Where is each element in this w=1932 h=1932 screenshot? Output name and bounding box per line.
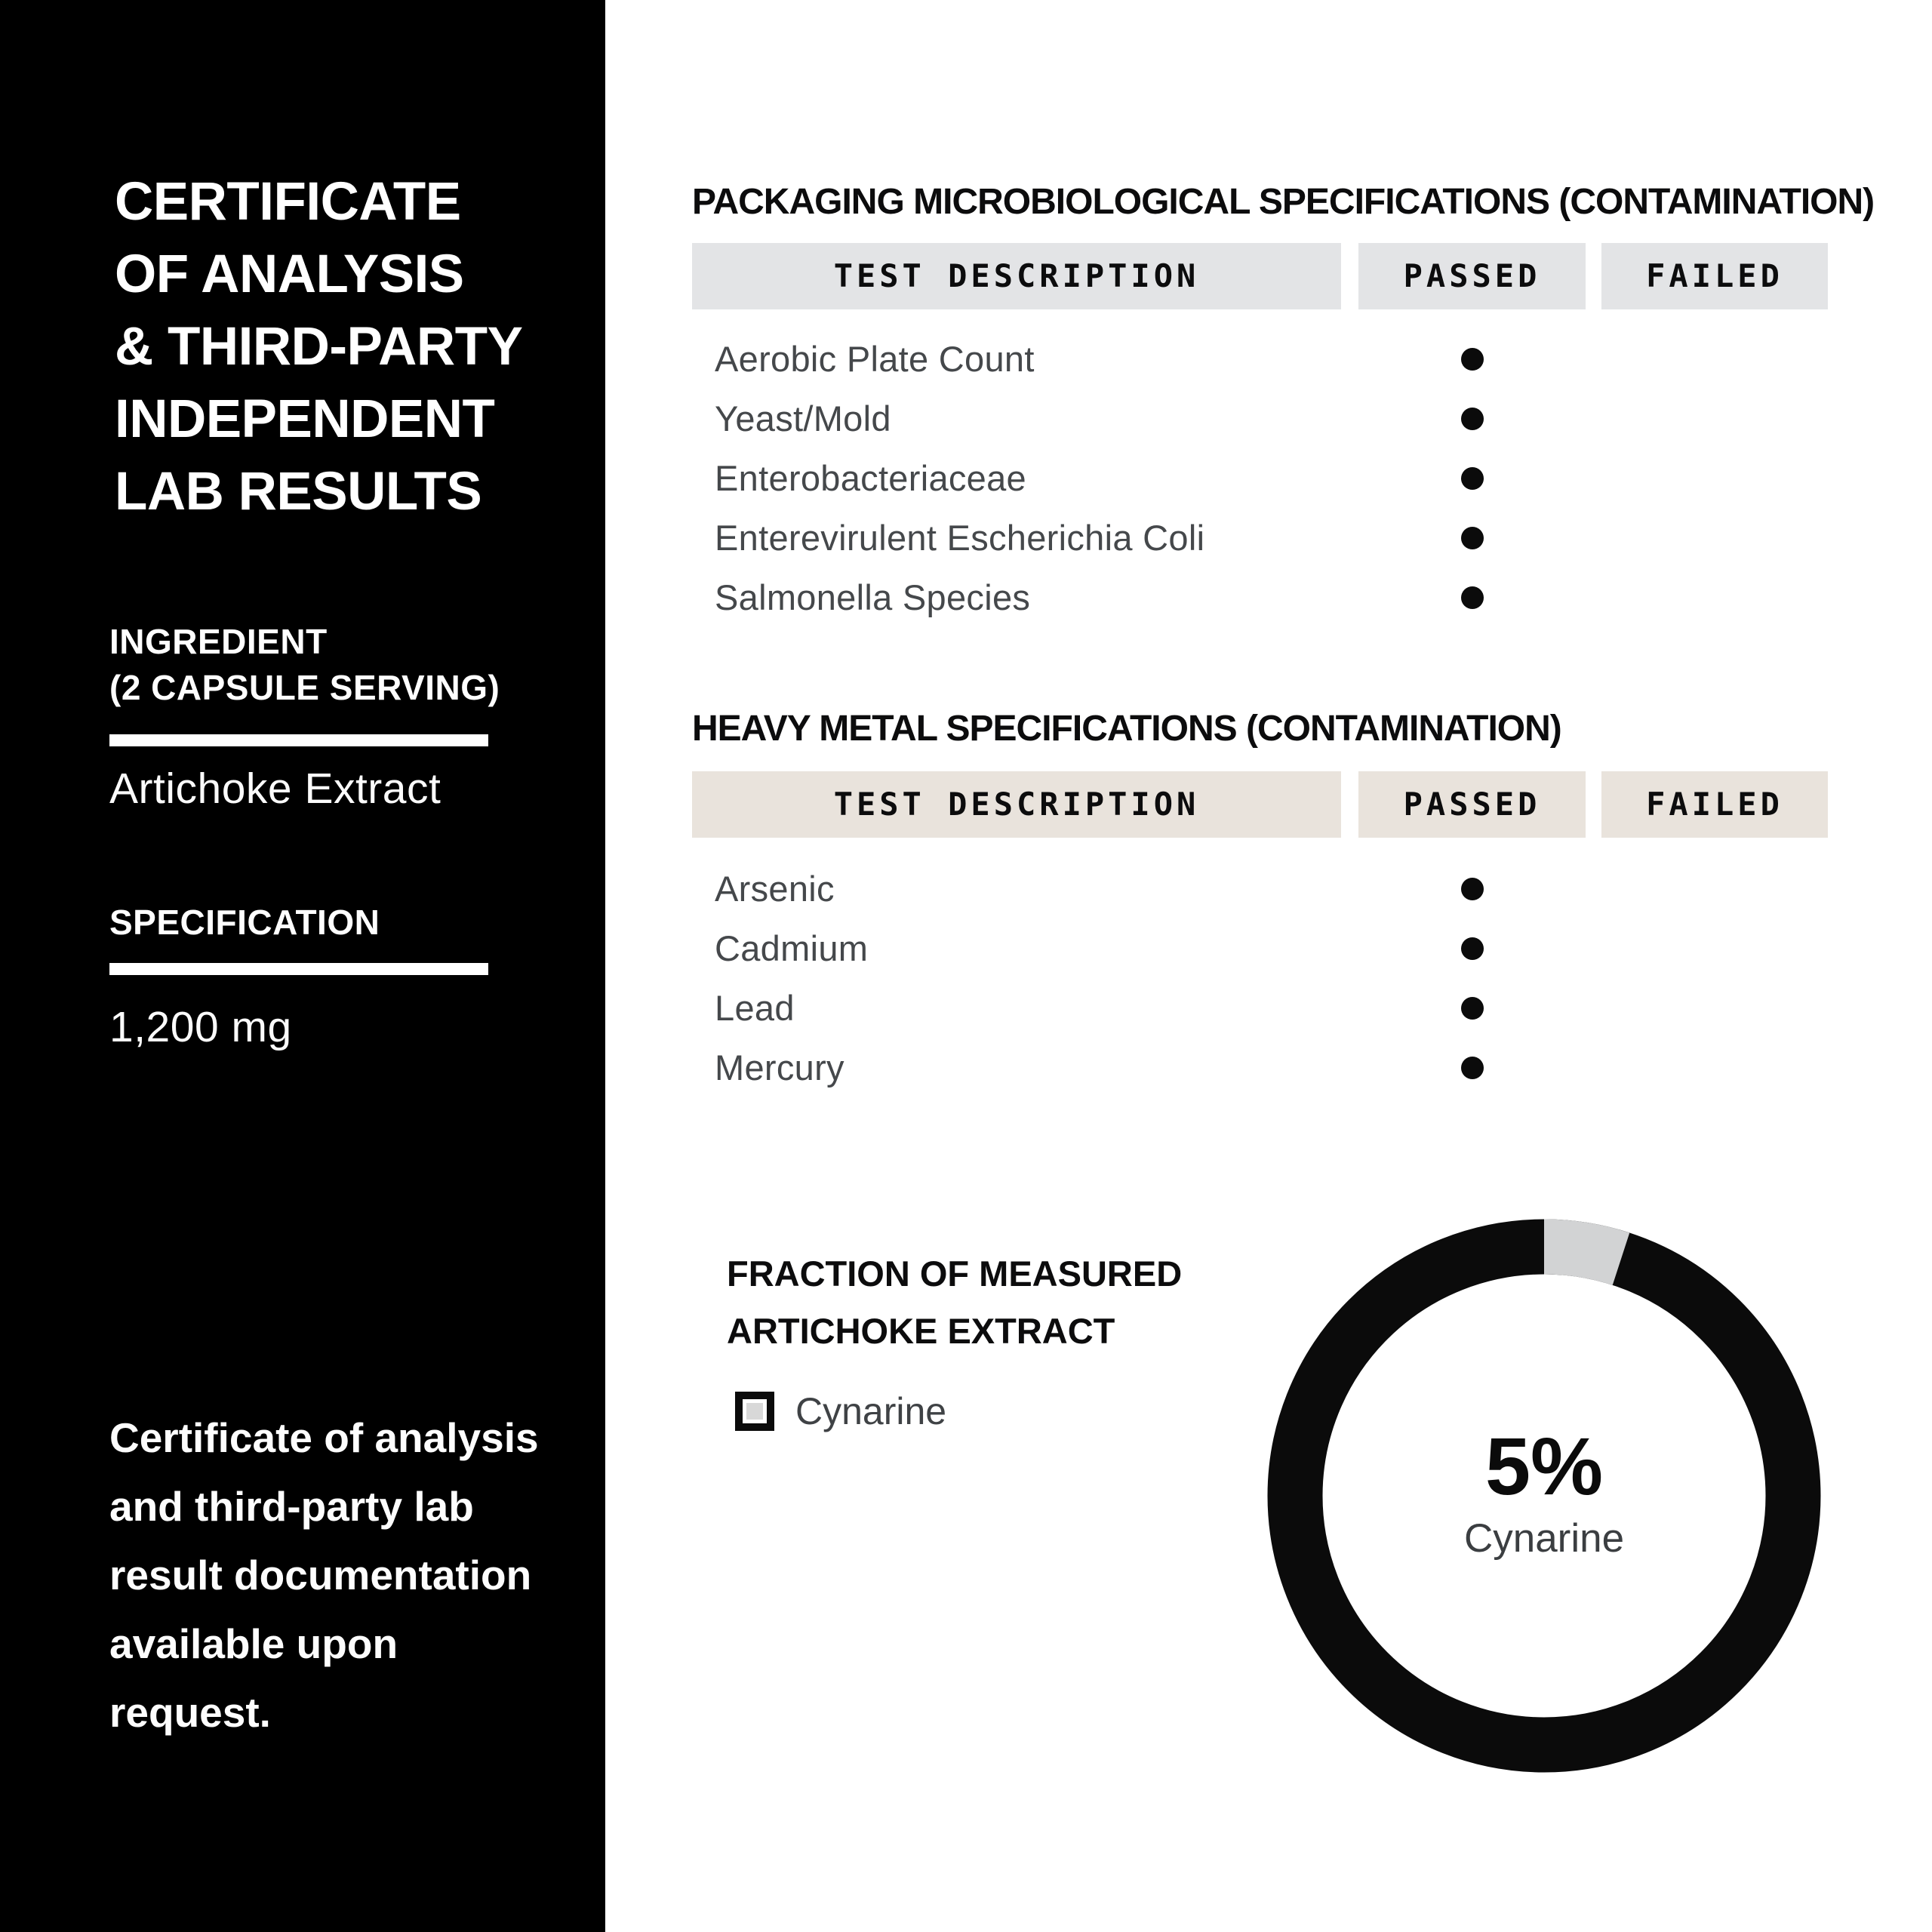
table-row bbox=[692, 918, 1828, 978]
divider bbox=[109, 734, 488, 746]
column-header-failed: FAILED bbox=[1601, 771, 1828, 838]
sidebar bbox=[0, 0, 605, 1932]
column-header-passed: PASSED bbox=[1358, 771, 1586, 838]
donut-center-value: 5% bbox=[1484, 1420, 1604, 1512]
availability-note: Certificate of analysis and third-party lab result documentation available upon request. bbox=[109, 1414, 539, 1736]
passed-dot bbox=[1461, 937, 1484, 960]
passed-dot bbox=[1461, 997, 1484, 1020]
specification-value: 1,200 mg bbox=[109, 1003, 292, 1051]
page-title-line: OF ANALYSIS bbox=[115, 245, 464, 304]
specification-label: SPECIFICATION bbox=[109, 903, 380, 942]
column-header-failed: FAILED bbox=[1601, 243, 1828, 309]
table-row bbox=[692, 1038, 1828, 1097]
passed-dot bbox=[1461, 586, 1484, 609]
section-title-microbiological: PACKAGING MICROBIOLOGICAL SPECIFICATIONS (CONTAMINATION) bbox=[692, 182, 1875, 222]
passed-dot bbox=[1461, 527, 1484, 549]
legend-swatch-cynarine bbox=[735, 1392, 774, 1431]
table-row bbox=[692, 448, 1828, 508]
table-row bbox=[692, 978, 1828, 1038]
divider bbox=[109, 963, 488, 975]
table-row bbox=[692, 329, 1828, 389]
passed-dot bbox=[1461, 878, 1484, 900]
passed-dot bbox=[1461, 408, 1484, 430]
microbiological-table-rows bbox=[692, 329, 1828, 627]
test-name: Enterevirulent Escherichia Coli bbox=[715, 518, 1205, 558]
page-title-line: LAB RESULTS bbox=[115, 462, 482, 521]
chart-title: FRACTION OF MEASURED ARTICHOKE EXTRACT bbox=[727, 1254, 1183, 1351]
column-header-passed: PASSED bbox=[1358, 243, 1586, 309]
column-header-test-description: TEST DESCRIPTION bbox=[692, 243, 1341, 309]
page-title-line: & THIRD-PARTY bbox=[115, 317, 523, 377]
test-name: Aerobic Plate Count bbox=[715, 339, 1035, 379]
donut-center-label: Cynarine bbox=[1463, 1516, 1625, 1561]
table-row bbox=[692, 389, 1828, 448]
test-name: Arsenic bbox=[715, 869, 835, 909]
test-name: Salmonella Species bbox=[715, 577, 1031, 617]
page-title-line: CERTIFICATE bbox=[115, 172, 461, 232]
passed-dot bbox=[1461, 467, 1484, 490]
passed-dot bbox=[1461, 348, 1484, 371]
ingredient-label: INGREDIENT (2 CAPSULE SERVING) bbox=[109, 622, 500, 707]
section-title-heavy-metal: HEAVY METAL SPECIFICATIONS (CONTAMINATION) bbox=[692, 709, 1561, 749]
column-header-test-description: TEST DESCRIPTION bbox=[692, 771, 1341, 838]
test-name: Cadmium bbox=[715, 928, 869, 968]
test-name: Lead bbox=[715, 988, 795, 1028]
page-title bbox=[115, 166, 522, 528]
passed-dot bbox=[1461, 1057, 1484, 1079]
page-title-line: INDEPENDENT bbox=[115, 389, 495, 449]
test-name: Yeast/Mold bbox=[715, 398, 891, 438]
legend-label-cynarine: Cynarine bbox=[795, 1390, 947, 1432]
table-row bbox=[692, 859, 1828, 918]
table-row bbox=[692, 568, 1828, 627]
test-name: Enterobacteriaceae bbox=[715, 458, 1027, 498]
heavy-metal-table-rows bbox=[692, 859, 1828, 1097]
table-row bbox=[692, 508, 1828, 568]
ingredient-value: Artichoke Extract bbox=[109, 764, 441, 813]
test-name: Mercury bbox=[715, 1048, 844, 1088]
